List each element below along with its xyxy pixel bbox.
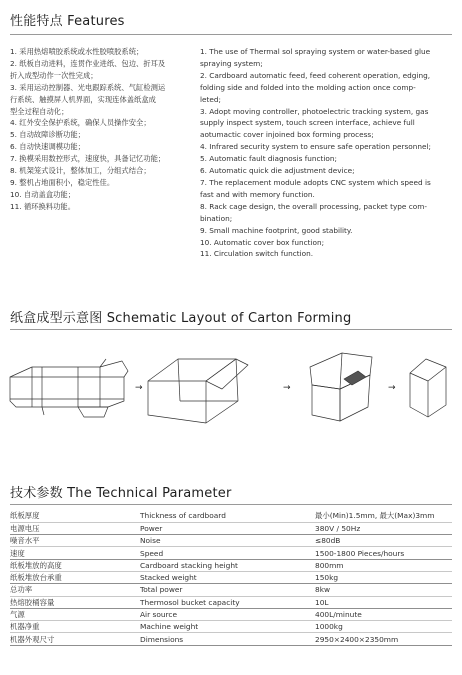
param-name-en: Stacked weight — [140, 573, 197, 583]
arrow-1: → — [135, 383, 143, 393]
feature-en-line: fast and with memory function. — [200, 189, 315, 199]
feature-en-line: 11. Circulation switch function. — [200, 249, 314, 259]
feature-en-line: bination; — [200, 213, 233, 223]
param-value: 400L/minute — [315, 610, 362, 620]
param-name-zh: 电源电压 — [10, 523, 40, 533]
feature-en-line: 3. Adopt moving controller, photoelectric tracking system, gas — [200, 106, 429, 116]
feature-zh-line: 1. 采用热熔喷胶系统或水性胶喷胶系统； — [10, 47, 144, 56]
param-name-en: Machine weight — [140, 622, 199, 632]
features-divider — [10, 34, 452, 35]
feature-zh-line: 9. 整机占地面积小，稳定性佳。 — [10, 177, 115, 187]
feature-zh-line: 5. 自动故障诊断功能； — [10, 130, 85, 140]
param-value: 1500-1800 Pieces/hours — [315, 548, 405, 558]
feature-zh-line: 型全过程自动化； — [10, 106, 69, 116]
table-row — [10, 621, 452, 633]
feature-zh-line: 11. 循环换料功能。 — [10, 201, 76, 211]
table-row — [10, 547, 452, 559]
feature-zh-line: 6. 自动快速调模功能； — [10, 142, 85, 152]
feature-en-line: 1. The use of Thermal sol spraying system or water-based glue — [200, 47, 431, 56]
feature-en-line: 2. Cardboard automatic feed, feed coherent operation, edging, — [200, 70, 431, 80]
param-name-zh: 机器外观尺寸 — [10, 634, 55, 644]
param-name-zh: 气源 — [10, 610, 25, 620]
feature-zh-line: 3. 采用运动控制器、光电跟踪系统、气缸检测运 — [10, 82, 166, 92]
carton-forming-diagram — [0, 345, 462, 425]
schematic-title: 纸盒成型示意图 Schematic Layout of Carton Forming — [10, 311, 352, 326]
features-title: 性能特点 Features — [10, 14, 125, 29]
param-value: 800mm — [315, 560, 344, 570]
param-name-zh: 纸板厚度 — [10, 511, 40, 521]
param-name-zh: 机器净重 — [10, 622, 40, 632]
schematic-divider — [10, 329, 452, 330]
param-name-en: Speed — [140, 548, 164, 558]
param-name-en: Thickness of cardboard — [140, 511, 226, 521]
technical-divider — [10, 504, 452, 505]
param-name-zh: 纸板堆放的高度 — [10, 560, 62, 570]
feature-zh-line: 10. 自动盖盒功能； — [10, 189, 76, 199]
table-row — [10, 633, 452, 645]
param-value: 8kw — [315, 585, 331, 595]
feature-en-line: 6. Automatic quick die adjustment device; — [200, 166, 355, 176]
param-name-zh: 噪音水平 — [10, 536, 40, 546]
param-value: 150kg — [315, 573, 339, 583]
technical-title: 技术参数 The Technical Parameter — [10, 486, 232, 501]
features-list-en — [200, 46, 452, 260]
stage-forming-lid — [310, 353, 372, 421]
param-value: 最小(Min)1.5mm, 最大(Max)3mm — [315, 511, 435, 521]
feature-en-line: 9. Small machine footprint, good stability. — [200, 225, 353, 235]
features-list-zh — [10, 46, 196, 213]
stage-finished-box — [410, 359, 446, 417]
feature-zh-line: 2. 纸板自动进料，连贯作业进纸、包边、折耳及 — [10, 58, 166, 68]
param-value: 10L — [315, 597, 329, 607]
param-value: 2950×2400×2350mm — [315, 634, 399, 644]
param-name-zh: 纸板堆放台承重 — [10, 573, 62, 583]
arrow-3: → — [388, 383, 396, 393]
table-row — [10, 559, 452, 571]
feature-en-line: 4. Infrared security system to ensure safe operation personnel; — [200, 142, 431, 152]
table-row — [10, 522, 452, 534]
feature-en-line: spraying system; — [200, 58, 263, 68]
feature-en-line: supply inspect system, touch screen interface, achieve full — [200, 118, 415, 128]
feature-zh-line: 4. 红外安全保护系统，确保人员操作安全； — [10, 118, 151, 128]
feature-en-line: 8. Rack cage design, the overall processing, packet type com- — [200, 201, 427, 211]
param-name-en: Dimensions — [140, 634, 184, 644]
table-row — [10, 596, 452, 608]
param-name-en: Total power — [140, 585, 183, 595]
table-row — [10, 584, 452, 596]
param-name-en: Thermosol bucket capacity — [140, 597, 240, 607]
arrow-2: → — [283, 383, 291, 393]
stage-folding — [148, 359, 248, 423]
stage-flat-blank — [10, 359, 128, 417]
param-name-en: Noise — [140, 536, 161, 546]
technical-parameter-table — [10, 510, 452, 646]
feature-zh-line: 折入成型动作一次性完成； — [10, 70, 98, 80]
feature-en-line: folding side and folded into the molding action once comp- — [200, 82, 416, 92]
feature-en-line: aotumactic cover injoined box forming process; — [200, 130, 374, 140]
param-value: ≤80dB — [315, 536, 341, 546]
table-row — [10, 608, 452, 620]
param-name-en: Cardboard stacking height — [140, 560, 238, 570]
param-name-zh: 速度 — [10, 548, 25, 558]
table-row — [10, 510, 452, 522]
param-name-en: Power — [140, 523, 163, 533]
param-value: 1000kg — [315, 622, 343, 632]
param-name-zh: 总功率 — [10, 585, 33, 595]
param-value: 380V / 50Hz — [315, 523, 361, 533]
param-name-zh: 热熔胶桶容量 — [10, 597, 55, 607]
param-name-en: Air source — [140, 610, 178, 620]
feature-zh-line: 8. 机架笼式设计，整体加工，分组式结合； — [10, 166, 151, 176]
table-row — [10, 571, 452, 583]
feature-zh-line: 行系统、触摸屏人机界面，实现连体盖纸盒成 — [10, 94, 156, 104]
feature-en-line: 10. Automatic cover box function; — [200, 237, 325, 247]
feature-en-line: 7. The replacement module adopts CNC system which speed is — [200, 177, 431, 187]
table-row — [10, 535, 452, 547]
feature-zh-line: 7. 换模采用数控形式，速度快，具备记忆功能； — [10, 154, 166, 164]
feature-en-line: leted; — [200, 94, 221, 104]
feature-en-line: 5. Automatic fault diagnosis function; — [200, 154, 337, 164]
